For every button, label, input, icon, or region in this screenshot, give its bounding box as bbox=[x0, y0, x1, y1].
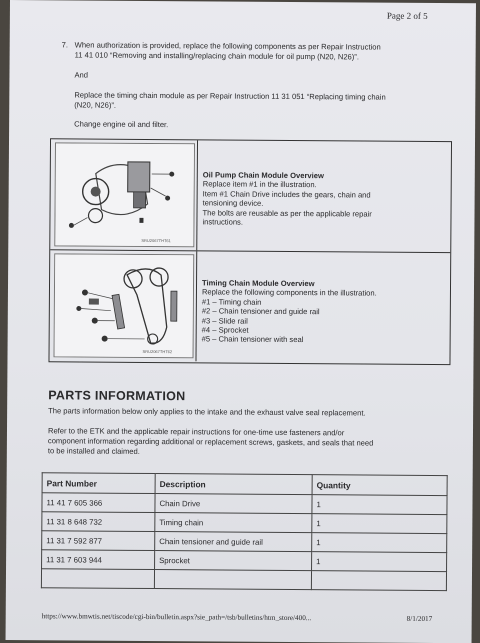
refer-line: component information regarding additional or replacement screws, gaskets, and seals that need bbox=[48, 436, 438, 449]
refer-line: Refer to the ETK and the applicable repair instructions for one-time use fasteners and/or bbox=[48, 426, 438, 439]
footer-url: https://www.bmwtis.net/tiscode/cgi-bin/bulletin.aspx?sie_path=/tsb/bulletins/htm_store/400... bbox=[42, 612, 312, 622]
page-number: Page 2 of 5 bbox=[387, 11, 428, 21]
oil-pump-line: Replace item #1 in the illustration. bbox=[203, 180, 443, 191]
quantity-cell: 1 bbox=[312, 514, 447, 534]
replace-text-line: (N20, N26)”. bbox=[74, 100, 444, 113]
refer-line: to be installed and claimed. bbox=[48, 446, 438, 459]
and-text: And bbox=[74, 70, 444, 83]
description-cell: Chain tensioner and guide rail bbox=[155, 532, 312, 552]
description-cell: Timing chain bbox=[155, 513, 312, 533]
quantity-cell: 1 bbox=[312, 533, 447, 553]
timing-chain-illustration bbox=[54, 253, 195, 358]
empty-cell bbox=[154, 570, 311, 590]
oil-pump-title: Oil Pump Chain Module Overview bbox=[203, 170, 443, 181]
oil-pump-line: Item #1 Chain Drive includes the gears, chain and bbox=[203, 189, 443, 200]
quantity-cell: 1 bbox=[312, 495, 447, 515]
page-footer bbox=[42, 612, 472, 615]
footer-date: 8/1/2017 bbox=[407, 615, 433, 623]
step-text bbox=[75, 40, 435, 63]
parts-table-header bbox=[42, 473, 447, 496]
oil-pump-line: tensioning device. bbox=[203, 199, 443, 210]
document-page bbox=[6, 0, 476, 643]
oil-pump-drawing bbox=[55, 143, 194, 246]
parts-note: The parts information below only applies to the intake and the exhaust valve seal replacement. bbox=[48, 406, 438, 419]
table-row-partial bbox=[41, 569, 446, 591]
part-number-cell: 11 31 7 603 944 bbox=[42, 550, 155, 570]
timing-chain-line: #5 – Chain tensioner with seal bbox=[202, 335, 442, 346]
column-header-description: Description bbox=[155, 474, 312, 495]
oil-pump-illustration bbox=[54, 142, 195, 247]
timing-chain-image-code: SRU2067THT62 bbox=[143, 349, 173, 354]
oil-pump-text bbox=[202, 170, 442, 228]
figure-divider bbox=[195, 251, 197, 361]
timing-chain-text bbox=[202, 278, 442, 346]
step-7 bbox=[62, 40, 442, 43]
step-text-line: 11 41 010 “Removing and installing/replacing chain module for oil pump (N20, N26)”. bbox=[75, 50, 435, 63]
timing-chain-drawing bbox=[55, 254, 194, 357]
part-number-cell: 11 41 7 605 366 bbox=[42, 493, 155, 513]
quantity-cell: 1 bbox=[312, 552, 447, 572]
oil-pump-image-code: SRU2067THT61 bbox=[141, 238, 171, 243]
column-header-quantity: Quantity bbox=[312, 475, 447, 496]
timing-chain-line: Replace the following components in the illustration. bbox=[202, 288, 442, 299]
parts-table bbox=[41, 472, 448, 591]
column-header-part-number: Part Number bbox=[42, 473, 155, 494]
refer-text bbox=[48, 426, 438, 459]
timing-chain-title: Timing Chain Module Overview bbox=[202, 278, 442, 289]
figure-row-timing-chain bbox=[49, 250, 450, 363]
replace-text bbox=[74, 90, 444, 113]
empty-cell bbox=[311, 571, 446, 591]
description-cell: Chain Drive bbox=[155, 494, 312, 514]
step-text-line: When authorization is provided, replace the following components as per Repair Instruction bbox=[75, 40, 435, 53]
description-cell: Sprocket bbox=[155, 551, 312, 571]
empty-cell bbox=[41, 569, 154, 589]
part-number-cell: 11 31 7 592 877 bbox=[42, 531, 155, 551]
oil-text: Change engine oil and filter. bbox=[74, 119, 444, 132]
timing-chain-line: #3 – Slide rail bbox=[202, 316, 442, 327]
timing-chain-line: #1 – Timing chain bbox=[202, 297, 442, 308]
timing-chain-line: #4 – Sprocket bbox=[202, 325, 442, 336]
part-number-cell: 11 31 8 648 732 bbox=[42, 512, 155, 532]
oil-pump-line: instructions. bbox=[202, 217, 442, 228]
replace-text-line: Replace the timing chain module as per Repair Instruction 11 31 051 “Replacing timing chain bbox=[74, 90, 444, 103]
parts-information-heading: PARTS INFORMATION bbox=[48, 388, 185, 403]
figure-row-oil-pump bbox=[50, 139, 451, 253]
oil-pump-line: The bolts are reusable as per the applicable repair bbox=[202, 208, 442, 219]
figure-table bbox=[48, 138, 452, 365]
figure-divider bbox=[196, 140, 198, 250]
timing-chain-line: #2 – Chain tensioner and guide rail bbox=[202, 307, 442, 318]
step-number: 7. bbox=[62, 40, 68, 50]
